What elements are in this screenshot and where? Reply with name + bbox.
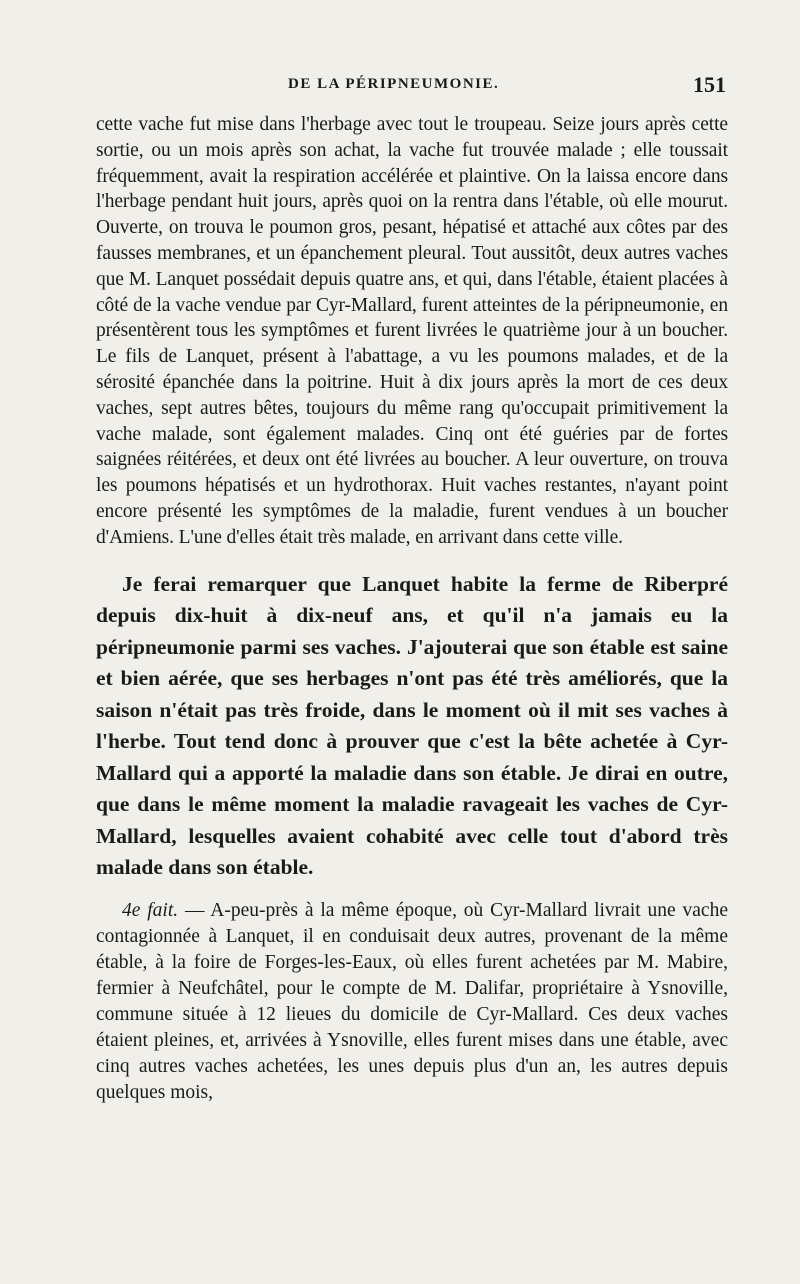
running-head-title: DE LA PÉRIPNEUMONIE. (288, 76, 500, 92)
fact-text: — A-peu-près à la même époque, où Cyr-Mallard livrait une vache contagionnée à Lanquet, il en conduisait deux autres, provenant de la même étable, à la foire de Forges-les-Eaux, où elles furent achetées par M. Mabire, fermier à Neufchâtel, pour le compte de M. Dalifar, propriétaire à Ysnoville, commune située à 12 lieues du domicile de Cyr-Mallard. Ces deux vaches étaient pleines, et, arrivées à Ysnoville, elles furent mises dans une étable, avec cinq autres vaches achetées, les unes depuis plus d'un an, les autres depuis quelques mois, (96, 899, 728, 1103)
page-number: 151 (693, 72, 726, 97)
paragraph-emphasis: Je ferai remarquer que Lanquet habite la ferme de Riberpré depuis dix-huit à dix-neuf ans, et qu'il n'a jamais eu la péripneumonie parmi ses vaches. J'ajouterai que son étable est saine et bien aérée, que ses herbages n'ont pas été très améliorés, que la saison n'était pas très froide, dans le moment où il mit ses vaches à l'herbe. Tout tend donc à prouver que c'est la bête achetée à Cyr-Mallard qui a apporté la maladie dans son étable. Je dirai en outre, que dans le même moment la maladie ravageait les vaches de Cyr-Mallard, lesquelles avaient cohabité avec celle tout d'abord très malade dans son étable. (96, 571, 728, 880)
running-head (96, 72, 726, 102)
fact-label: 4e fait. (122, 899, 179, 921)
paragraph-fact-4 (96, 898, 728, 1106)
paragraph-continuation: cette vache fut mise dans l'herbage avec tout le troupeau. Seize jours après cette sortie, ou un mois après son achat, la vache fut trouvée malade ; elle toussait fréquemment, avait la respiration accélérée et plaintive. On la laissa encore dans l'herbage pendant huit jours, après quoi on la rentra dans l'étable, où elle mourut. Ouverte, on trouva le poumon gros, pesant, hépatisé et attaché aux côtes par des fausses membranes, et un épanchement pleural. Tout aussitôt, deux autres vaches que M. Lanquet possédait depuis quatre ans, et qui, dans l'étable, étaient placées à côté de la vache vendue par Cyr-Mallard, furent atteintes de la péripneumonie, en présentèrent tous les symptômes et furent livrées le quatrième jour à un boucher. Le fils de Lanquet, présent à l'abattage, a vu les poumons malades, et de la sérosité épanchée dans la poitrine. Huit à dix jours après la mort de ces deux vaches, sept autres bêtes, toujours du même rang qu'occupait primitivement la vache malade, sont également malades. Cinq ont été guéries par de fortes saignées réitérées, et deux ont été livrées au boucher. A leur ouverture, on trouva les poumons hépatisés et un hydrothorax. Huit vaches restantes, n'ayant point encore présenté les symptômes de la maladie, furent vendues à un boucher d'Amiens. L'une d'elles était très malade, en arrivant dans cette ville. (96, 114, 728, 548)
body-text (96, 112, 728, 1106)
